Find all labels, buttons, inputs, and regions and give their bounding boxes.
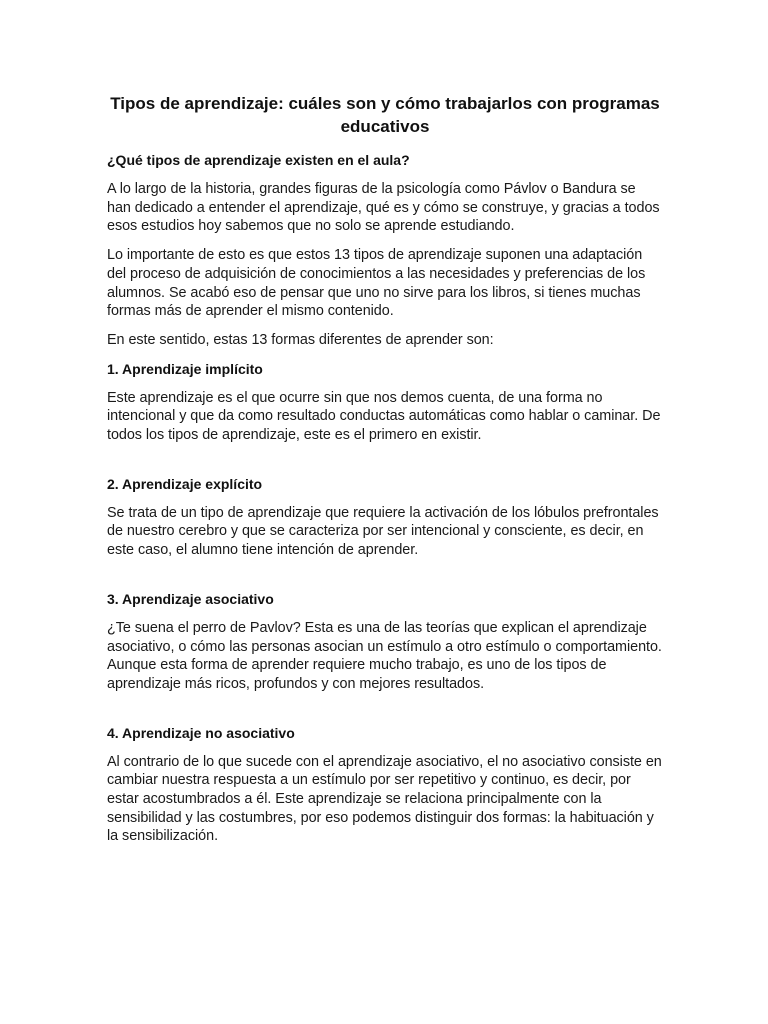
section-spacer — [107, 704, 663, 724]
intro-paragraph-1: A lo largo de la historia, grandes figuras de la psicología como Pávlov o Bandura se han dedicado a entender el aprendizaje, qué es y cómo se construye, y gracias a todos esos estudios hoy sabemos que no solo se aprende estudiando. — [107, 181, 660, 235]
section-implicit — [107, 360, 663, 445]
section-text: ¿Te suena el perro de Pavlov? Esta es una de las teorías que explican el aprendizaje asociativo, o cómo las personas asocian un estímulo a otro estímulo o comportamiento. Aunque esta forma de aprender requiere mucho trabajo, es uno de los tipos de aprendizaje más ricos, profundos y con mejores resultados. — [107, 619, 662, 692]
section-heading: 4. Aprendizaje no asociativo — [107, 724, 295, 741]
section-text: Este aprendizaje es el que ocurre sin que nos demos cuenta, de una forma no intencional y que da como resultado conductas automáticas como hablar o caminar. De todos los tipos de aprendizaje, este es el primero en existir. — [107, 389, 661, 444]
document-title: Tipos de aprendizaje: cuáles son y cómo trabajarlos con programas educativos — [110, 94, 660, 136]
section-non-associative — [107, 724, 663, 847]
section-text: Al contrario de lo que sucede con el aprendizaje asociativo, el no asociativo consiste en cambiar nuestra respuesta a un estímulo por ser repetitivo y continuo, es decir, por estar acostumbrados a él. Este aprendizaje se relaciona principalmente con la sensibilidad y las costumbres, por eso podemos distinguir dos formas: la habituación y la sensibilización. — [107, 753, 662, 845]
section-associative — [107, 590, 663, 694]
section-spacer — [107, 455, 663, 475]
section-heading: 1. Aprendizaje implícito — [107, 360, 263, 377]
section-heading: 3. Aprendizaje asociativo — [107, 590, 274, 607]
document-page — [107, 92, 663, 856]
intro-paragraph-2: Lo importante de esto es que estos 13 tipos de aprendizaje suponen una adaptación del proceso de adquisición de conocimientos a las necesidades y preferencias de los alumnos. Se acabó eso de pensar que uno no sirve para los libros, si tienes muchas formas más de aprender el mismo contenido. — [107, 247, 646, 320]
section-spacer — [107, 570, 663, 590]
section-text: Se trata de un tipo de aprendizaje que requiere la activación de los lóbulos prefrontales de nuestro cerebro y que se caracteriza por ser intencional y consciente, es decir, en este caso, el alumno tiene intención de aprender. — [107, 504, 659, 559]
section-heading: 2. Aprendizaje explícito — [107, 475, 263, 492]
intro-heading: ¿Qué tipos de aprendizaje existen en el aula? — [107, 152, 410, 168]
section-explicit — [107, 475, 663, 560]
intro-paragraph-3: En este sentido, estas 13 formas diferentes de aprender son: — [107, 331, 494, 348]
